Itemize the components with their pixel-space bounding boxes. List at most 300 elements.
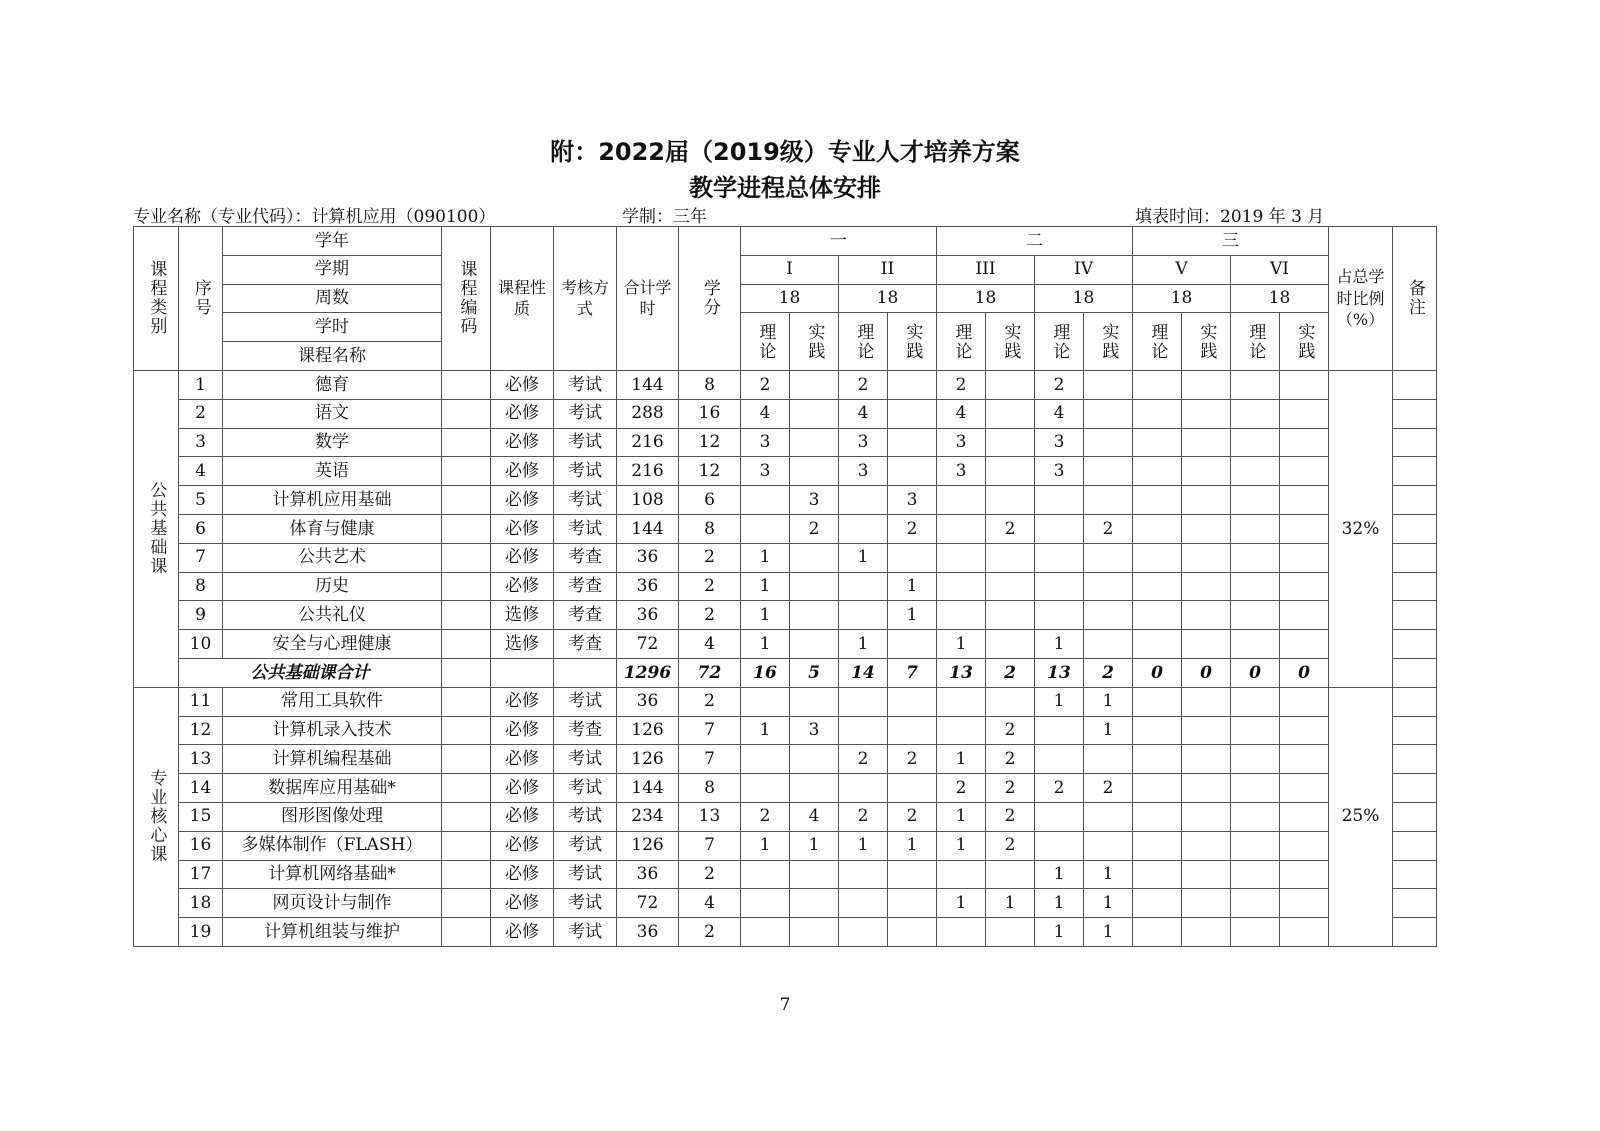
semester-hours bbox=[1084, 601, 1133, 630]
semester-hours bbox=[937, 918, 986, 947]
semester-hours bbox=[790, 918, 839, 947]
header-semester: VI bbox=[1231, 255, 1329, 284]
course-seq: 12 bbox=[179, 716, 223, 745]
course-hours: 144 bbox=[617, 370, 679, 399]
semester-hours bbox=[1280, 630, 1329, 659]
course-remark bbox=[1393, 514, 1437, 543]
course-nature: 必修 bbox=[491, 774, 554, 803]
semester-hours: 1 bbox=[1035, 889, 1084, 918]
semester-hours bbox=[986, 457, 1035, 486]
course-seq: 9 bbox=[179, 601, 223, 630]
document-subtitle: 教学进程总体安排 bbox=[689, 174, 881, 202]
semester-hours bbox=[1182, 572, 1231, 601]
semester-hours bbox=[790, 860, 839, 889]
course-seq: 5 bbox=[179, 486, 223, 515]
semester-hours bbox=[1035, 601, 1084, 630]
semester-hours bbox=[1231, 687, 1280, 716]
course-name: 计算机组装与维护 bbox=[223, 918, 442, 947]
course-exam: 考试 bbox=[554, 774, 617, 803]
subtotal-semester-hours: 2 bbox=[986, 658, 1035, 687]
course-hours: 72 bbox=[617, 889, 679, 918]
course-credits: 2 bbox=[679, 543, 741, 572]
course-exam: 考查 bbox=[554, 630, 617, 659]
semester-hours: 1 bbox=[741, 601, 790, 630]
semester-hours: 1 bbox=[1084, 860, 1133, 889]
header-practice: 实践 bbox=[1182, 313, 1231, 371]
course-code bbox=[442, 774, 491, 803]
document-title: 附：2022届（2019级）专业人才培养方案 bbox=[550, 138, 1020, 166]
semester-hours bbox=[1231, 860, 1280, 889]
course-nature: 选修 bbox=[491, 630, 554, 659]
semester-hours bbox=[937, 514, 986, 543]
header-weeks: 18 bbox=[1231, 284, 1329, 313]
semester-hours: 2 bbox=[888, 802, 937, 831]
semester-hours bbox=[1084, 630, 1133, 659]
semester-hours: 1 bbox=[1084, 918, 1133, 947]
header-theory: 理论 bbox=[1231, 313, 1280, 371]
course-seq: 16 bbox=[179, 831, 223, 860]
semester-hours bbox=[937, 486, 986, 515]
semester-hours bbox=[1133, 370, 1182, 399]
semester-hours bbox=[1231, 716, 1280, 745]
course-hours: 126 bbox=[617, 745, 679, 774]
course-credits: 7 bbox=[679, 716, 741, 745]
course-remark bbox=[1393, 658, 1437, 687]
course-seq: 3 bbox=[179, 428, 223, 457]
study-duration: 学制：三年 bbox=[622, 207, 707, 227]
semester-hours: 1 bbox=[937, 831, 986, 860]
semester-hours: 1 bbox=[937, 630, 986, 659]
course-credits: 2 bbox=[679, 601, 741, 630]
course-hours: 288 bbox=[617, 399, 679, 428]
semester-hours: 4 bbox=[937, 399, 986, 428]
semester-hours bbox=[1231, 514, 1280, 543]
semester-hours bbox=[790, 774, 839, 803]
header-theory: 理论 bbox=[1133, 313, 1182, 371]
header-row bbox=[134, 313, 1437, 342]
semester-hours bbox=[888, 774, 937, 803]
header-category: 课程类别 bbox=[134, 227, 179, 371]
semester-hours: 1 bbox=[1035, 687, 1084, 716]
header-label-semester: 学期 bbox=[223, 255, 442, 284]
semester-hours bbox=[790, 428, 839, 457]
course-nature: 必修 bbox=[491, 716, 554, 745]
semester-hours bbox=[839, 572, 888, 601]
header-ratio: 占总学时比例（%） bbox=[1329, 227, 1393, 371]
semester-hours: 1 bbox=[937, 745, 986, 774]
course-exam: 考查 bbox=[554, 572, 617, 601]
course-remark bbox=[1393, 716, 1437, 745]
semester-hours bbox=[839, 774, 888, 803]
course-seq: 1 bbox=[179, 370, 223, 399]
course-hours: 144 bbox=[617, 514, 679, 543]
header-practice: 实践 bbox=[888, 313, 937, 371]
header-remark: 备注 bbox=[1393, 227, 1437, 371]
course-seq: 2 bbox=[179, 399, 223, 428]
semester-hours bbox=[888, 457, 937, 486]
subtotal-semester-hours: 13 bbox=[937, 658, 986, 687]
course-hours: 72 bbox=[617, 630, 679, 659]
semester-hours: 1 bbox=[1084, 889, 1133, 918]
course-seq: 6 bbox=[179, 514, 223, 543]
semester-hours bbox=[1084, 486, 1133, 515]
course-nature: 必修 bbox=[491, 370, 554, 399]
course-remark bbox=[1393, 543, 1437, 572]
semester-hours bbox=[937, 572, 986, 601]
header-weeks: 18 bbox=[839, 284, 937, 313]
course-code bbox=[442, 601, 491, 630]
course-nature: 必修 bbox=[491, 486, 554, 515]
semester-hours: 4 bbox=[790, 802, 839, 831]
semester-hours bbox=[741, 486, 790, 515]
hours-ratio: 32% bbox=[1329, 370, 1393, 687]
header-semester: V bbox=[1133, 255, 1231, 284]
semester-hours: 3 bbox=[839, 428, 888, 457]
course-code bbox=[442, 802, 491, 831]
course-exam: 考试 bbox=[554, 745, 617, 774]
header-credits: 学分 bbox=[679, 227, 741, 371]
semester-hours bbox=[741, 774, 790, 803]
header-label-course-name: 课程名称 bbox=[223, 342, 442, 371]
subtotal-semester-hours: 0 bbox=[1182, 658, 1231, 687]
header-practice: 实践 bbox=[1084, 313, 1133, 371]
header-semester: II bbox=[839, 255, 937, 284]
header-practice: 实践 bbox=[1280, 313, 1329, 371]
course-nature: 必修 bbox=[491, 802, 554, 831]
course-code bbox=[442, 918, 491, 947]
course-name: 语文 bbox=[223, 399, 442, 428]
subtotal-semester-hours: 0 bbox=[1231, 658, 1280, 687]
header-practice: 实践 bbox=[986, 313, 1035, 371]
course-name: 历史 bbox=[223, 572, 442, 601]
semester-hours: 1 bbox=[986, 889, 1035, 918]
course-remark bbox=[1393, 860, 1437, 889]
semester-hours bbox=[790, 687, 839, 716]
semester-hours bbox=[1231, 543, 1280, 572]
semester-hours: 2 bbox=[790, 514, 839, 543]
semester-hours bbox=[888, 918, 937, 947]
semester-hours bbox=[1133, 687, 1182, 716]
course-hours: 36 bbox=[617, 543, 679, 572]
course-remark bbox=[1393, 457, 1437, 486]
semester-hours: 2 bbox=[986, 831, 1035, 860]
semester-hours bbox=[1280, 486, 1329, 515]
course-credits: 7 bbox=[679, 831, 741, 860]
semester-hours bbox=[1133, 831, 1182, 860]
subtotal-row bbox=[134, 658, 1437, 687]
header-row bbox=[134, 227, 1437, 256]
semester-hours bbox=[1182, 630, 1231, 659]
semester-hours bbox=[1280, 774, 1329, 803]
semester-hours bbox=[1133, 601, 1182, 630]
semester-hours bbox=[1035, 514, 1084, 543]
course-exam: 考试 bbox=[554, 860, 617, 889]
course-name: 计算机网络基础* bbox=[223, 860, 442, 889]
header-theory: 理论 bbox=[1035, 313, 1084, 371]
semester-hours bbox=[1280, 428, 1329, 457]
header-practice: 实践 bbox=[790, 313, 839, 371]
course-category: 专业核心课 bbox=[134, 687, 179, 946]
semester-hours: 1 bbox=[937, 889, 986, 918]
course-credits: 7 bbox=[679, 745, 741, 774]
course-name: 体育与健康 bbox=[223, 514, 442, 543]
header-semester: III bbox=[937, 255, 1035, 284]
course-remark bbox=[1393, 630, 1437, 659]
semester-hours bbox=[1182, 831, 1231, 860]
header-theory: 理论 bbox=[839, 313, 888, 371]
semester-hours bbox=[1035, 716, 1084, 745]
course-exam: 考试 bbox=[554, 918, 617, 947]
course-remark bbox=[1393, 601, 1437, 630]
semester-hours: 2 bbox=[839, 745, 888, 774]
semester-hours bbox=[888, 716, 937, 745]
semester-hours bbox=[888, 860, 937, 889]
course-hours: 36 bbox=[617, 860, 679, 889]
header-theory: 理论 bbox=[937, 313, 986, 371]
semester-hours bbox=[790, 745, 839, 774]
semester-hours bbox=[1231, 918, 1280, 947]
semester-hours bbox=[1133, 802, 1182, 831]
course-nature: 必修 bbox=[491, 745, 554, 774]
table-row bbox=[134, 601, 1437, 630]
course-exam: 考查 bbox=[554, 543, 617, 572]
subtotal-semester-hours: 0 bbox=[1133, 658, 1182, 687]
semester-hours: 2 bbox=[937, 370, 986, 399]
header-seq: 序号 bbox=[179, 227, 223, 371]
semester-hours: 3 bbox=[839, 457, 888, 486]
semester-hours bbox=[1182, 399, 1231, 428]
semester-hours bbox=[1231, 370, 1280, 399]
course-name: 计算机编程基础 bbox=[223, 745, 442, 774]
header-semester: IV bbox=[1035, 255, 1133, 284]
course-remark bbox=[1393, 370, 1437, 399]
course-remark bbox=[1393, 745, 1437, 774]
table-row bbox=[134, 802, 1437, 831]
course-seq: 17 bbox=[179, 860, 223, 889]
semester-hours bbox=[1035, 543, 1084, 572]
course-credits: 4 bbox=[679, 889, 741, 918]
table-row bbox=[134, 486, 1437, 515]
course-remark bbox=[1393, 687, 1437, 716]
semester-hours: 3 bbox=[741, 457, 790, 486]
semester-hours: 2 bbox=[741, 802, 790, 831]
course-nature: 必修 bbox=[491, 543, 554, 572]
semester-hours: 2 bbox=[888, 745, 937, 774]
semester-hours: 2 bbox=[741, 370, 790, 399]
course-exam: 考查 bbox=[554, 601, 617, 630]
semester-hours: 3 bbox=[937, 428, 986, 457]
table-row bbox=[134, 399, 1437, 428]
course-exam: 考试 bbox=[554, 370, 617, 399]
semester-hours bbox=[1133, 486, 1182, 515]
course-remark bbox=[1393, 572, 1437, 601]
semester-hours bbox=[790, 889, 839, 918]
semester-hours bbox=[986, 428, 1035, 457]
semester-hours: 4 bbox=[741, 399, 790, 428]
semester-hours bbox=[1280, 918, 1329, 947]
semester-hours bbox=[1280, 370, 1329, 399]
semester-hours bbox=[1280, 514, 1329, 543]
semester-hours bbox=[1084, 831, 1133, 860]
header-hours: 合计学时 bbox=[617, 227, 679, 371]
semester-hours bbox=[1182, 918, 1231, 947]
semester-hours: 3 bbox=[1035, 457, 1084, 486]
semester-hours bbox=[1280, 687, 1329, 716]
course-remark bbox=[1393, 486, 1437, 515]
semester-hours bbox=[1035, 572, 1084, 601]
header-weeks: 18 bbox=[741, 284, 839, 313]
course-code bbox=[442, 514, 491, 543]
semester-hours: 2 bbox=[986, 745, 1035, 774]
course-exam: 考试 bbox=[554, 889, 617, 918]
course-nature: 必修 bbox=[491, 457, 554, 486]
semester-hours: 3 bbox=[888, 486, 937, 515]
semester-hours: 2 bbox=[986, 514, 1035, 543]
course-nature: 必修 bbox=[491, 428, 554, 457]
subtotal-semester-hours: 0 bbox=[1280, 658, 1329, 687]
course-remark bbox=[1393, 399, 1437, 428]
semester-hours bbox=[1231, 572, 1280, 601]
course-hours: 234 bbox=[617, 802, 679, 831]
semester-hours bbox=[1133, 630, 1182, 659]
header-year: 一 bbox=[741, 227, 937, 256]
course-credits: 13 bbox=[679, 802, 741, 831]
semester-hours: 2 bbox=[986, 716, 1035, 745]
semester-hours: 4 bbox=[1035, 399, 1084, 428]
semester-hours: 1 bbox=[888, 572, 937, 601]
semester-hours bbox=[1231, 889, 1280, 918]
semester-hours bbox=[1182, 802, 1231, 831]
table-row bbox=[134, 370, 1437, 399]
semester-hours: 1 bbox=[839, 630, 888, 659]
header-nature: 课程性质 bbox=[491, 227, 554, 371]
semester-hours: 1 bbox=[937, 802, 986, 831]
hours-ratio: 25% bbox=[1329, 687, 1393, 946]
course-code bbox=[442, 630, 491, 659]
course-code bbox=[442, 572, 491, 601]
semester-hours bbox=[1280, 889, 1329, 918]
table-row bbox=[134, 514, 1437, 543]
table-row bbox=[134, 687, 1437, 716]
course-nature bbox=[491, 658, 554, 687]
course-exam: 考查 bbox=[554, 716, 617, 745]
semester-hours bbox=[1280, 716, 1329, 745]
course-hours: 126 bbox=[617, 831, 679, 860]
semester-hours bbox=[1133, 572, 1182, 601]
semester-hours bbox=[839, 514, 888, 543]
semester-hours bbox=[937, 543, 986, 572]
semester-hours: 4 bbox=[839, 399, 888, 428]
semester-hours bbox=[1182, 716, 1231, 745]
subtotal-semester-hours: 5 bbox=[790, 658, 839, 687]
table-row bbox=[134, 428, 1437, 457]
semester-hours bbox=[888, 543, 937, 572]
semester-hours: 1 bbox=[741, 716, 790, 745]
semester-hours: 3 bbox=[741, 428, 790, 457]
course-code bbox=[442, 745, 491, 774]
table-row bbox=[134, 572, 1437, 601]
semester-hours: 1 bbox=[1035, 860, 1084, 889]
header-label-weeks: 周数 bbox=[223, 284, 442, 313]
semester-hours bbox=[741, 889, 790, 918]
course-seq: 13 bbox=[179, 745, 223, 774]
semester-hours bbox=[1084, 572, 1133, 601]
semester-hours: 1 bbox=[741, 543, 790, 572]
course-remark bbox=[1393, 831, 1437, 860]
course-nature: 必修 bbox=[491, 572, 554, 601]
semester-hours: 2 bbox=[888, 514, 937, 543]
semester-hours: 1 bbox=[888, 601, 937, 630]
course-credits: 8 bbox=[679, 370, 741, 399]
course-exam: 考试 bbox=[554, 486, 617, 515]
table-row bbox=[134, 831, 1437, 860]
semester-hours bbox=[1035, 745, 1084, 774]
course-credits: 4 bbox=[679, 630, 741, 659]
header-weeks: 18 bbox=[1133, 284, 1231, 313]
semester-hours bbox=[790, 601, 839, 630]
semester-hours bbox=[1231, 486, 1280, 515]
semester-hours bbox=[1133, 514, 1182, 543]
course-hours: 108 bbox=[617, 486, 679, 515]
course-seq: 15 bbox=[179, 802, 223, 831]
course-hours: 36 bbox=[617, 687, 679, 716]
semester-hours: 2 bbox=[839, 802, 888, 831]
semester-hours: 1 bbox=[1035, 630, 1084, 659]
subtotal-credits: 72 bbox=[679, 658, 741, 687]
semester-hours bbox=[839, 889, 888, 918]
semester-hours bbox=[1280, 745, 1329, 774]
header-label-year: 学年 bbox=[223, 227, 442, 256]
semester-hours bbox=[1231, 630, 1280, 659]
semester-hours bbox=[1231, 831, 1280, 860]
semester-hours: 2 bbox=[839, 370, 888, 399]
semester-hours bbox=[986, 630, 1035, 659]
semester-hours bbox=[839, 918, 888, 947]
major-name: 专业名称（专业代码）：计算机应用（090100） bbox=[133, 207, 496, 227]
semester-hours bbox=[741, 918, 790, 947]
course-nature: 必修 bbox=[491, 918, 554, 947]
semester-hours bbox=[888, 428, 937, 457]
header-exam: 考核方式 bbox=[554, 227, 617, 371]
semester-hours bbox=[1182, 601, 1231, 630]
course-remark bbox=[1393, 774, 1437, 803]
semester-hours: 3 bbox=[790, 716, 839, 745]
semester-hours bbox=[1182, 745, 1231, 774]
course-category: 公共基础课 bbox=[134, 370, 179, 687]
semester-hours: 2 bbox=[1035, 370, 1084, 399]
course-name: 公共礼仪 bbox=[223, 601, 442, 630]
header-weeks: 18 bbox=[937, 284, 1035, 313]
header-weeks: 18 bbox=[1035, 284, 1133, 313]
course-remark bbox=[1393, 918, 1437, 947]
semester-hours bbox=[888, 370, 937, 399]
course-name: 计算机应用基础 bbox=[223, 486, 442, 515]
course-credits: 2 bbox=[679, 572, 741, 601]
semester-hours bbox=[986, 601, 1035, 630]
semester-hours bbox=[790, 572, 839, 601]
semester-hours bbox=[1133, 457, 1182, 486]
header-row bbox=[134, 255, 1437, 284]
course-name: 数学 bbox=[223, 428, 442, 457]
course-exam: 考试 bbox=[554, 428, 617, 457]
fill-date: 填表时间：2019 年 3 月 bbox=[1135, 207, 1325, 227]
table-row bbox=[134, 889, 1437, 918]
semester-hours: 2 bbox=[986, 802, 1035, 831]
course-code bbox=[442, 716, 491, 745]
semester-hours bbox=[888, 687, 937, 716]
course-code bbox=[442, 486, 491, 515]
semester-hours: 1 bbox=[741, 572, 790, 601]
